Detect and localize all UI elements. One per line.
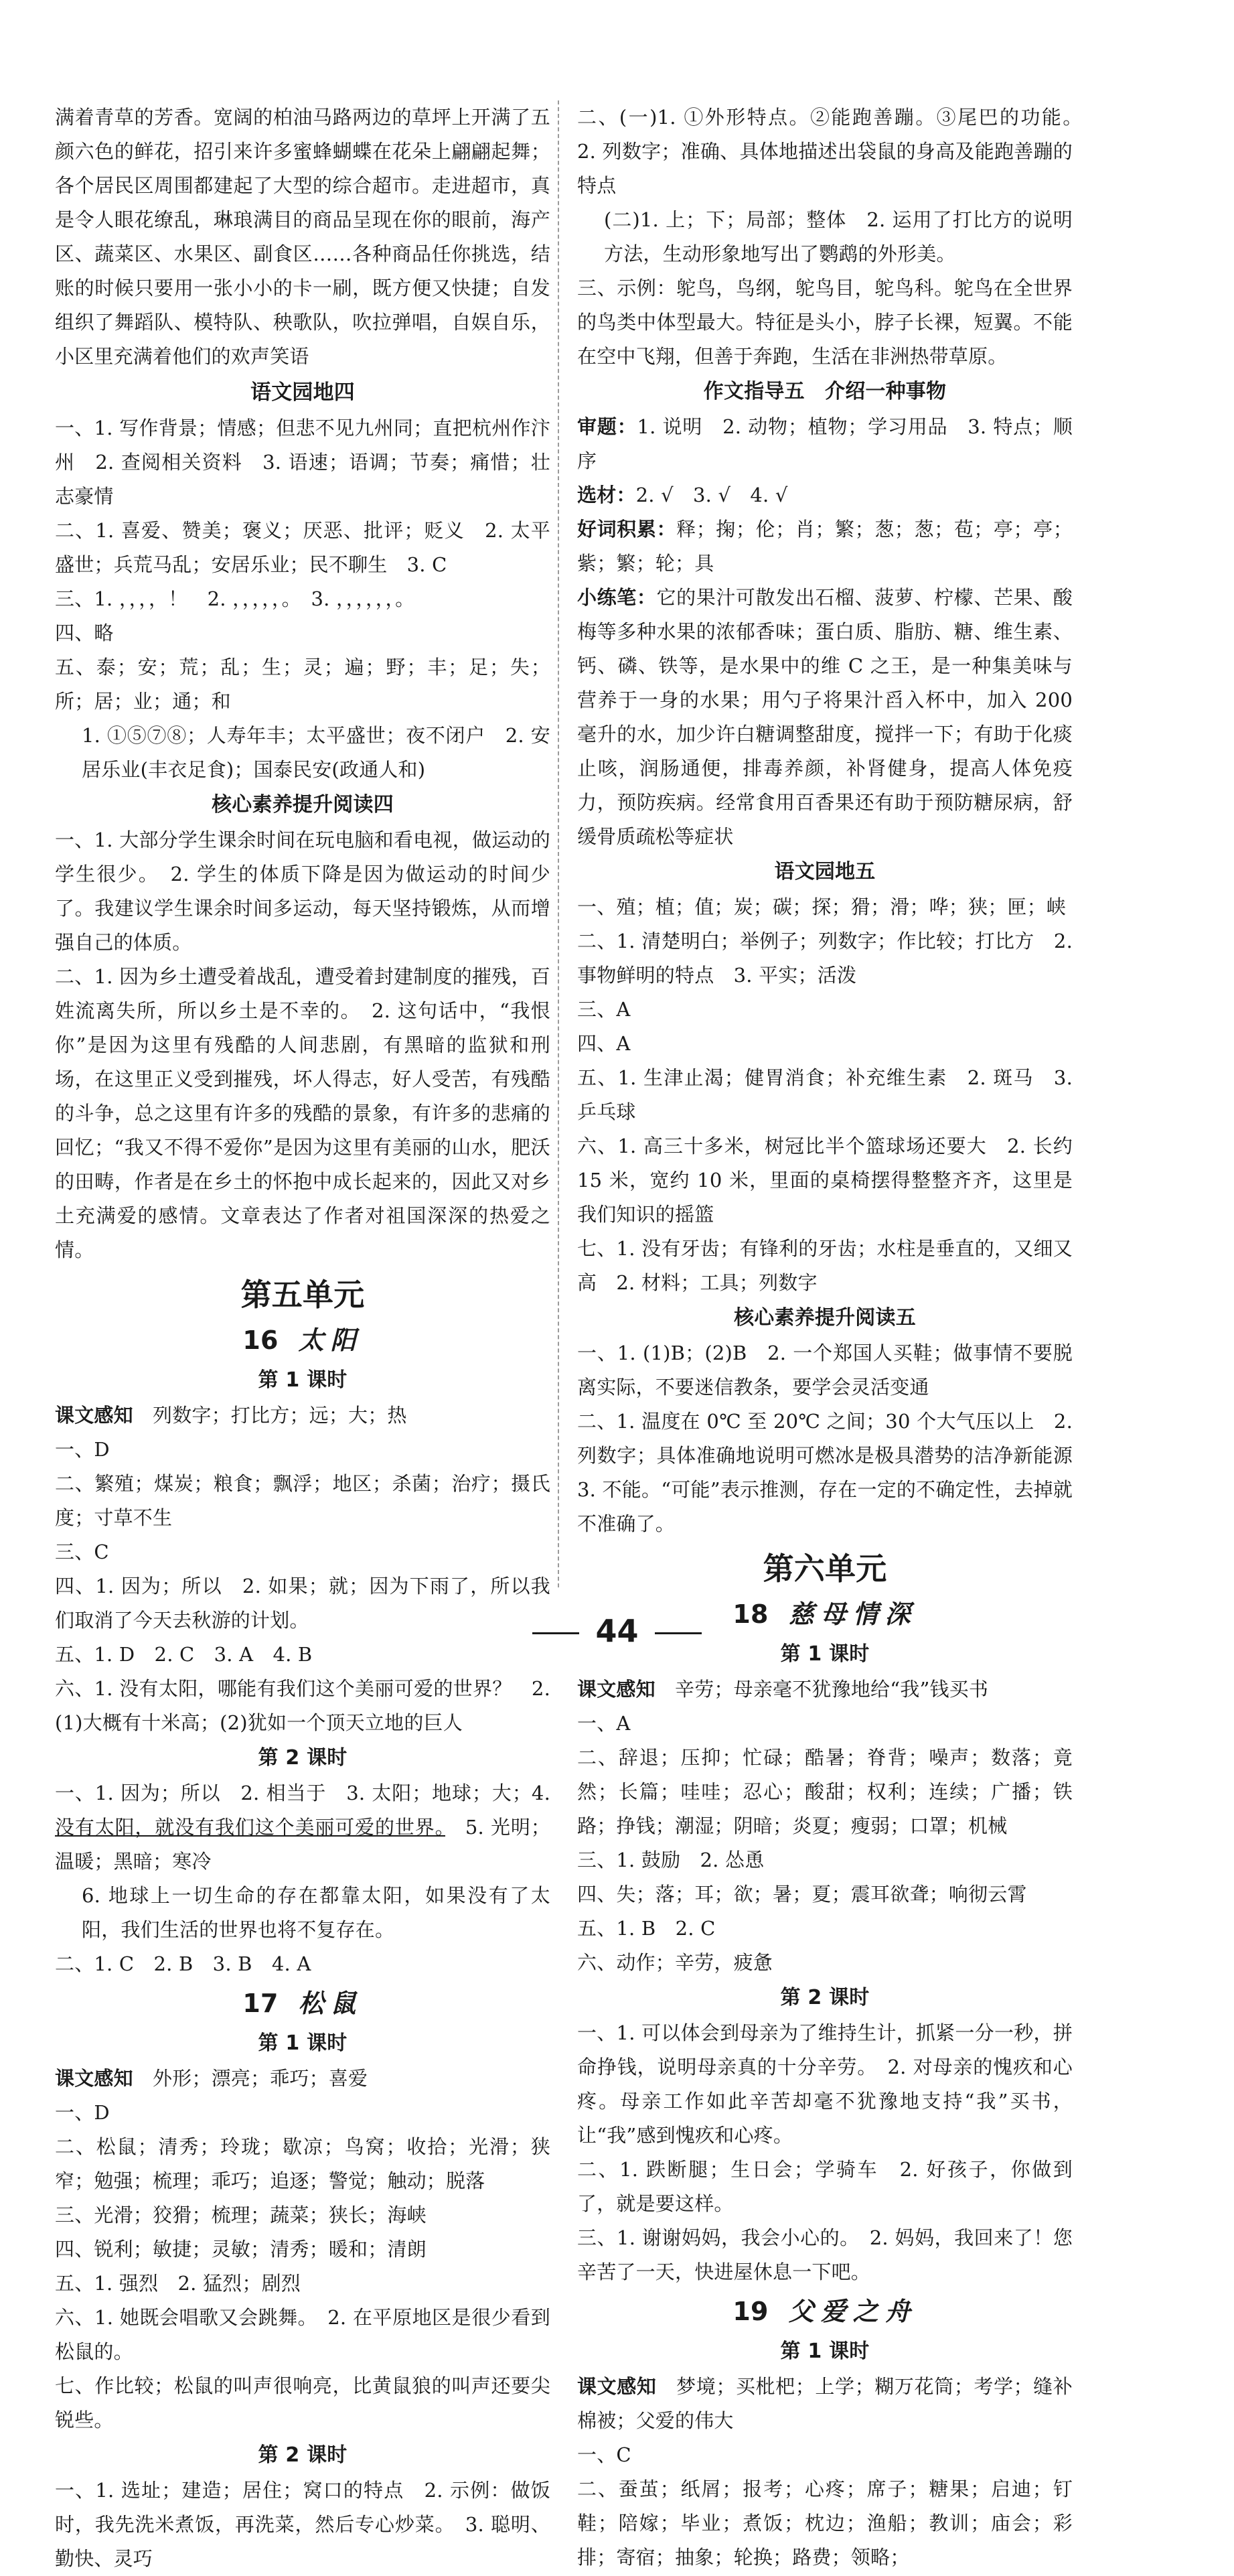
answer-line xyxy=(577,512,1073,581)
answer-line: 二、蚕茧；纸屑；报考；心疼；席子；糖果；启迪；钉鞋；陪嫁；毕业；煮饭；枕边；渔船；教训；庙会；彩排；寄宿；抽象；轮换；路费；领略； xyxy=(577,2478,1073,2569)
answer-line xyxy=(55,2062,550,2096)
answer-segment: 5. 光明；温暖；黑暗；寒冷 xyxy=(55,1816,550,1873)
lesson-title: 父爱之舟 xyxy=(788,2296,917,2326)
period-title: 第 1 课时 xyxy=(258,1368,348,1392)
field-text: 1. 说明 2. 动物；植物；学习用品 3. 特点；顺序 xyxy=(577,415,1073,472)
answer-line: 四、失；落；耳；欲；暑；夏；震耳欲聋；响彻云霄 xyxy=(577,1883,1027,1906)
answer-line: 五、1. 强烈 2. 猛烈；剧烈 xyxy=(55,2272,301,2295)
answer-line xyxy=(577,581,1073,854)
answer-line: 一、1. 大部分学生课余时间在玩电脑和看电视，做运动的学生很少。 2. 学生的体质下降是因为做运动的时间少了。我建议学生课余时间多运动，每天坚持锻炼，从而增强自己的体质。 xyxy=(55,829,550,954)
answer-line: 6. 地球上一切生命的存在都靠太阳，如果没有了太阳，我们生活的世界也将不复存在。 xyxy=(82,1884,550,1941)
right-column xyxy=(577,100,1093,2575)
answer-line: 五、1. B 2. C xyxy=(577,1917,716,1940)
answer-line: 六、1. 她既会唱歌又会跳舞。 2. 在平原地区是很少看到松鼠的。 xyxy=(55,2306,550,2363)
field-text: 它的果汁可散发出石榴、菠萝、柠檬、芒果、酸梅等多种水果的浓郁香味；蛋白质、脂肪、糖、维生素、钙、磷、铁等，是水果中的维 C 之王，是一种集美味与营养于一身的水果；用勺子将果汁舀入杯中，加入 200 毫升的水，加少许白糖调整甜度，搅拌一下；有助于化痰止咳，润肠通便，排毒养颜，补肾健身，提高人体免疫力，预防疾病。经常食用百香果还有助于预防糖尿病，舒缓骨质疏松等症状 xyxy=(577,586,1073,848)
answer-line: 一、A xyxy=(577,1712,631,1735)
answer-line: 三、光滑；狡猾；梳理；蔬菜；狭长；海峡 xyxy=(55,2204,427,2226)
field-label: 选材： xyxy=(577,484,636,506)
unit-title: 第六单元 xyxy=(763,1551,887,1587)
period-title: 第 1 课时 xyxy=(780,1642,870,1666)
lesson-title: 太阳 xyxy=(298,1325,363,1355)
answer-line: 三、1. 鼓励 2. 怂恿 xyxy=(577,1849,765,1871)
period-title: 第 2 课时 xyxy=(258,1746,348,1770)
answer-line xyxy=(577,410,1073,478)
answer-line: 一、1. 选址；建造；居住；窝口的特点 2. 示例：做饭时，我先洗米煮饭，再洗菜，然后专心炒菜。 3. 聪明、勤快、灵巧 xyxy=(55,2479,550,2570)
answer-line: 一、C xyxy=(577,2443,631,2466)
perception-label: 课文感知 xyxy=(577,1678,655,1701)
answer-line: 一、D xyxy=(55,2101,110,2124)
answer-line: 三、1. ，，，，！ 2. ，，，，，。 3. ，，，，，，。 xyxy=(55,587,415,610)
answer-line xyxy=(577,478,1073,512)
lesson-number: 17 xyxy=(242,1989,279,2018)
answer-line: 二、1. 跌断腿；生日会；学骑车 2. 好孩子，你做到了，就是要这样。 xyxy=(577,2158,1073,2215)
answer-line: 二、1. C 2. B 3. B 4. A xyxy=(55,1952,311,1975)
lesson-number: 19 xyxy=(732,2297,769,2326)
intro-paragraph: 满着青草的芳香。宽阔的柏油马路两边的草坪上开满了五颜六色的鲜花，招引来许多蜜蜂蝴蝶在花朵上翩翩起舞；各个居民区周围都建起了大型的综合超市。走进超市，真是令人眼花缭乱，琳琅满目的商品呈现在你的眼前，海产区、蔬菜区、水果区、副食区……各种商品任你挑选，结账的时候只要用一张小小的卡一刷，既方便又快捷；自发组织了舞蹈队、模特队、秧歌队，吹拉弹唱，自娱自乐，小区里充满着他们的欢声笑语 xyxy=(55,106,550,368)
answer-line: 二、1. 清楚明白；举例子；列数字；作比较；打比方 2. 事物鲜明的特点 3. 平实；活泼 xyxy=(577,930,1073,987)
answer-line: 五、泰；安；荒；乱；生；灵；遍；野；丰；足；失；所；居；业；通；和 xyxy=(55,656,550,713)
answer-line xyxy=(577,1672,1073,1707)
answer-line: 四、A xyxy=(577,1032,631,1055)
answer-line xyxy=(55,1399,550,1433)
answer-line: 一、殖；植；值；炭；碳；探；猾；滑；哗；狭；匣；峡 xyxy=(577,896,1067,918)
answer-line: 四、锐利；敏捷；灵敏；清秀；暖和；清朗 xyxy=(55,2238,427,2261)
field-label: 好词积累： xyxy=(577,518,677,541)
footer-rule xyxy=(532,1632,579,1634)
answer-line: 二、1. 温度在 0℃ 至 20℃ 之间；30 个大气压以上 2. 列数字；具体准确地说明可燃冰是极具潜势的洁净新能源 3. 不能。“可能”表示推测，存在一定的不确定性，去掉就不准确了。 xyxy=(577,1410,1093,1535)
field-text: 2. √ 3. √ 4. √ xyxy=(635,484,788,506)
lesson-heading xyxy=(577,2289,1073,2334)
period-title: 第 1 课时 xyxy=(780,2340,870,2363)
section-title: 核心素养提升阅读四 xyxy=(212,793,394,816)
answer-line: (二)1. 上；下；局部；整体 2. 运用了打比方的说明方法，生动形象地写出了鹦鹉的外形美。 xyxy=(604,208,1073,265)
answer-line: 二、(一)1. ①外形特点。②能跑善蹦。③尾巴的功能。 2. 列数字；准确、具体地描述出袋鼠的身高及能跑善蹦的特点 xyxy=(577,106,1093,197)
page-number: 44 xyxy=(595,1613,639,1649)
answer-line: 二、繁殖；煤炭；粮食；飘浮；地区；杀菌；治疗；摄氏度；寸草不生 xyxy=(55,1472,550,1529)
unit-title: 第五单元 xyxy=(240,1277,365,1313)
answer-segment: 一、1. 因为；所以 2. 相当于 3. 太阳；地球；大；4. xyxy=(55,1782,550,1804)
column-divider xyxy=(558,100,559,1587)
answer-line: 五、1. 生津止渴；健胃消食；补充维生素 2. 斑马 3. 乒乓球 xyxy=(577,1066,1073,1123)
answer-line: 七、1. 没有牙齿；有锋利的牙齿；水柱是垂直的，又细又高 2. 材料；工具；列数字 xyxy=(577,1237,1073,1294)
underlined-answer: 没有太阳，就没有我们这个美丽可爱的世界。 xyxy=(55,1816,445,1839)
answer-line: 四、略 xyxy=(55,622,114,644)
answer-line: 1. ①⑤⑦⑧；人寿年丰；太平盛世；夜不闭户 2. 安居乐业(丰衣足食)；国泰民安(政通人和) xyxy=(82,724,550,781)
field-label: 小练笔： xyxy=(577,586,657,609)
perception-label: 课文感知 xyxy=(55,1404,133,1427)
lesson-number: 16 xyxy=(242,1326,279,1355)
answer-line: 一、1. (1)B；(2)B 2. 一个郑国人买鞋；做事情不要脱离实际，不要迷信教条，要学会灵活变通 xyxy=(577,1342,1073,1399)
left-column xyxy=(55,100,550,2576)
perception-text: 辛劳；母亲毫不犹豫地给“我”钱买书 xyxy=(675,1678,989,1701)
field-label: 审题： xyxy=(577,415,637,438)
answer-line: 二、1. 喜爱、赞美；褒义；厌恶、批评；贬义 2. 太平盛世；兵荒马乱；安居乐业；民不聊生 3. C xyxy=(55,519,550,576)
lesson-title: 慈母情深 xyxy=(788,1599,917,1629)
answer-line: 七、作比较；松鼠的叫声很响亮，比黄鼠狼的叫声还要尖锐些。 xyxy=(55,2374,550,2431)
answer-line: 四、1. 因为；所以 2. 如果；就；因为下雨了，所以我们取消了今天去秋游的计划。 xyxy=(55,1575,550,1632)
answer-line: 二、辞退；压抑；忙碌；酷暑；脊背；噪声；数落；竟然；长篇；哇哇；忍心；酸甜；权利；连续；广播；铁路；挣钱；潮湿；阴暗；炎夏；瘦弱；口罩；机械 xyxy=(577,1746,1073,1837)
section-title: 语文园地四 xyxy=(250,380,355,405)
perception-text: 列数字；打比方；远；大；热 xyxy=(153,1404,407,1427)
answer-line xyxy=(55,1776,550,1879)
answer-line: 六、1. 没有太阳，哪能有我们这个美丽可爱的世界？ 2. (1)大概有十米高；(2)犹如一个顶天立地的巨人 xyxy=(55,1677,550,1734)
perception-label: 课文感知 xyxy=(55,2067,133,2090)
answer-line: 三、1. 谢谢妈妈，我会小心的。 2. 妈妈，我回来了！您辛苦了一天，快进屋休息一下吧。 xyxy=(577,2226,1073,2283)
field-text: 释；掬；伦；肖；繁；葱；葱；苞；亭；亭；紫；繁；轮；具 xyxy=(577,518,1073,575)
answer-line: 三、示例：鸵鸟，鸟纲，鸵鸟目，鸵鸟科。鸵鸟在全世界的鸟类中体型最大。特征是头小，脖子长裸，短翼。不能在空中飞翔，但善于奔跑，生活在非洲热带草原。 xyxy=(577,277,1073,368)
section-title: 语文园地五 xyxy=(774,860,876,883)
perception-label: 课文感知 xyxy=(577,2375,657,2398)
answer-line: 三、A xyxy=(577,998,631,1021)
lesson-heading xyxy=(55,1981,550,2025)
answer-line: 一、D xyxy=(55,1438,110,1461)
perception-text: 梦境；买枇杷；上学；糊万花筒；考学；缝补棉被；父爱的伟大 xyxy=(577,2375,1073,2432)
answer-line: 二、1. 因为乡土遭受着战乱，遭受着封建制度的摧残，百姓流离失所，所以乡土是不幸的。 2. 这句话中，“我恨你”是因为这里有残酷的人间悲剧，有黑暗的监狱和刑场，在这里正义受到摧残，坏人得志，好人受苦，有残酷的斗争，总之这里有许多的残酷的景象，有许多的悲痛的回忆；“我又不得不爱你”是因为这里有美丽的山水，肥沃的田畴，作者是在乡土的怀抱中成长起来的，因此又对乡土充满爱的感情。文章表达了作者对祖国深深的热爱之情。 xyxy=(55,965,550,1261)
period-title: 第 1 课时 xyxy=(258,2031,348,2055)
lesson-title: 松鼠 xyxy=(298,1988,363,2018)
answer-line: 三、C xyxy=(55,1541,109,1563)
period-title: 第 2 课时 xyxy=(780,1986,870,2009)
period-title: 第 2 课时 xyxy=(258,2443,348,2467)
lesson-heading xyxy=(55,1318,550,1362)
page-footer xyxy=(0,1613,1234,1649)
answer-line xyxy=(577,2370,1073,2438)
perception-text: 外形；漂亮；乖巧；喜爱 xyxy=(153,2067,368,2090)
footer-rule xyxy=(655,1632,702,1634)
answer-line: 一、1. 可以体会到母亲为了维持生计，抓紧一分一秒，拼命挣钱，说明母亲真的十分辛劳。 2. 对母亲的愧疚和心疼。母亲工作如此辛苦却毫不犹豫地支持“我”买书，让“我”感到愧疚和心疼。 xyxy=(577,2021,1073,2147)
answer-line: 六、1. 高三十多米，树冠比半个篮球场还要大 2. 长约 15 米，宽约 10 米，里面的桌椅摆得整整齐齐，这里是我们知识的摇篮 xyxy=(577,1135,1073,1226)
lesson-number: 18 xyxy=(732,1599,769,1629)
answer-line: 二、松鼠；清秀；玲珑；歇凉；鸟窝；收拾；光滑；狭窄；勉强；梳理；乖巧；追逐；警觉；触动；脱落 xyxy=(55,2135,550,2192)
answer-line: 五、1. D 2. C 3. A 4. B xyxy=(55,1643,313,1666)
section-title: 作文指导五 介绍一种事物 xyxy=(703,380,947,403)
section-title: 核心素养提升阅读五 xyxy=(734,1306,916,1330)
answer-line: 六、动作；辛劳，疲惫 xyxy=(577,1951,773,1974)
answer-line: 一、1. 写作背景；情感；但悲不见九州同；直把杭州作汴州 2. 查阅相关资料 3. 语速；语调；节奏；痛惜；壮志豪情 xyxy=(55,417,550,508)
